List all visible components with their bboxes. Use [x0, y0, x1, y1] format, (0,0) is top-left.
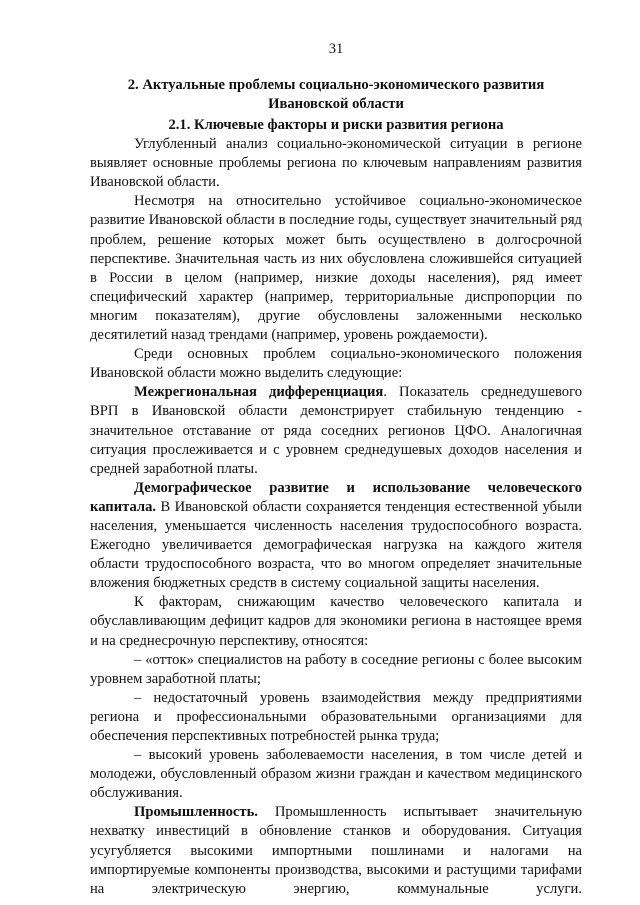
paragraph-problems-overview: Несмотря на относительно устойчивое социально-экономическое развитие Ивановской области в последние годы, существует значительный ряд проблем, решение которых может быть осуществлено в долгосрочной перспективе. Значительная часть из них обусловлена сложившейся ситуацией в России в целом (например, низкие доходы населения), ряд имеет специфический характер (например, территориальные диспропорции по многим показателям), другие обусловлены заложенными несколько десятилетий назад трендами (например, уровень рождаемости). [90, 193, 582, 344]
heading-demography: Демографическое развитие и использование человеческого капитала. [90, 479, 582, 515]
text-demography: В Ивановской области сохраняется тенденция естественной убыли населения, уменьшается численность населения трудоспособного возраста. Ежегодно увеличивается демографическая нагрузка на каждого жителя области трудоспособного возраста, что во многом определяет значительные вложения бюджетных средств в систему социальной защиты населения. [90, 498, 582, 592]
paragraph-industry [90, 803, 582, 898]
section-title [90, 76, 582, 114]
heading-interregional: Межрегиональная дифференциация [134, 384, 384, 401]
list-item-outflow: – «отток» специалистов на работу в соседние регионы с более высоким уровнем заработной платы; [90, 651, 582, 687]
paragraph-problems-list-intro: Среди основных проблем социально-экономического положения Ивановской области можно выделить следующие: [90, 346, 582, 382]
paragraph-intro: Углубленный анализ социально-экономической ситуации в регионе выявляет основные проблемы региона по ключевым направлениям развития Ивановской области. [90, 136, 582, 191]
page-number: 31 [328, 41, 344, 57]
section-title-line2: Ивановской области [268, 96, 404, 113]
section-title-line1: 2. Актуальные проблемы социально-экономического развития [127, 77, 545, 94]
text-interregional: . Показатель среднедушевого ВРП в Ивановской области демонстрирует стабильную тенденцию - значительное отставание от ряда соседних регионов ЦФО. Аналогичная ситуация прослеживается и с уровнем среднедушевых доходов населения и средней заработной платы. [90, 384, 582, 477]
subsection-title: 2.1. Ключевые факторы и риски развития региона [168, 117, 504, 134]
paragraph-interregional [90, 383, 582, 478]
paragraph-factors-intro: К факторам, снижающим качество человеческого капитала и обуславливающим дефицит кадров для экономики региона в настоящее время и на среднесрочную перспективу, относятся: [90, 594, 582, 649]
list-item-morbidity: – высокий уровень заболеваемости населения, в том числе детей и молодежи, обусловленный образом жизни граждан и качеством медицинского обслуживания. [90, 747, 582, 802]
heading-industry: Промышленность. [134, 804, 258, 821]
text-industry: Промышленность испытывает значительную нехватку инвестиций в обновление станков и оборудования. Ситуация усугубляется высокими импортными пошлинами и налогами на импортируемые компоненты производства, высокими и растущими тарифами на электрическую энергию, коммунальные услуги. [90, 804, 582, 897]
list-item-interaction: – недостаточный уровень взаимодействия между предприятиями региона и профессиональными образовательными организациями для обеспечения перспективных потребностей рынка труда; [90, 689, 582, 744]
paragraph-demography [90, 479, 582, 594]
